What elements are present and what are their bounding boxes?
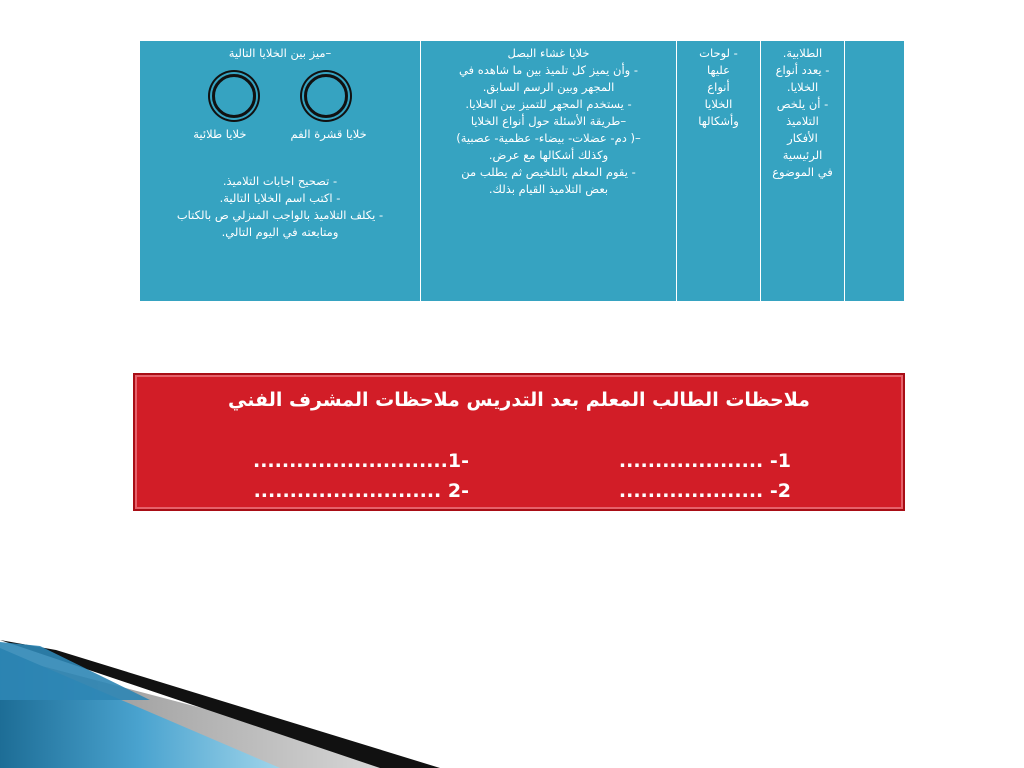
cell-circle-icon: [304, 74, 348, 118]
table-row: [140, 41, 905, 302]
evaluation-line: - اكتب اسم الخلايا التالية.: [219, 191, 341, 205]
student-note-line: -1...........................: [252, 450, 469, 472]
objective-line: التلاميذ: [786, 114, 819, 128]
materials-line: - لوحات: [699, 46, 738, 60]
cell-captions: [144, 126, 416, 143]
evaluation-heading: –ميز بين الخلايا التالية: [228, 46, 332, 60]
objective-line: الأفكار: [787, 131, 818, 145]
notes-box: [133, 373, 905, 511]
objective-line: - أن يلخص: [776, 97, 829, 111]
evaluation-line: ومتابعته في اليوم التالي.: [221, 225, 339, 239]
materials-cell: [677, 41, 761, 302]
student-note-line: -2 ..........................: [253, 480, 469, 502]
materials-line: الخلايا: [704, 97, 733, 111]
procedure-line: –طريقة الأسئلة حول أنواع الخلايا: [470, 114, 627, 128]
notes-title: ملاحظات الطالب المعلم بعد التدريس ملاحظات المشرف الفني: [228, 389, 810, 411]
objective-line: في الموضوع: [772, 165, 833, 179]
procedure-line: المجهر وبين الرسم السابق.: [482, 80, 615, 94]
cell-caption: خلايا طلائية: [193, 127, 247, 141]
procedure-line: - يستخدم المجهر للتميز بين الخلايا.: [465, 97, 632, 111]
lesson-plan-table: [139, 40, 905, 302]
objective-line: الرئيسية: [782, 148, 823, 162]
procedure-line: –( دم- عضلات- بيضاء- عظمية- عصبية): [456, 131, 641, 145]
objective-line: - يعدد أنواع: [775, 63, 830, 77]
objectives-cell: [761, 41, 845, 302]
cell-circle-icon: [212, 74, 256, 118]
objective-line: الطلابية.: [782, 46, 823, 60]
materials-line: عليها: [707, 63, 730, 77]
procedure-line: وكذلك أشكالها مع عرض.: [488, 148, 609, 162]
objective-line: الخلايا.: [786, 80, 819, 94]
procedure-line: بعض التلاميذ القيام بذلك.: [488, 182, 609, 196]
supervisor-note-line: 1- ....................: [618, 450, 791, 472]
evaluation-line: - يكلف التلاميذ بالواجب المنزلي ص بالكتاب: [176, 208, 384, 222]
cell-caption: خلايا قشرة الفم: [290, 127, 367, 141]
materials-line: أنواع: [707, 80, 730, 94]
procedure-line: - وأن يميز كل تلميذ بين ما شاهده في: [458, 63, 639, 77]
materials-line: وأشكالها: [698, 114, 739, 128]
evaluation-line: - تصحيح اجابات التلاميذ.: [222, 174, 338, 188]
empty-cell: [845, 41, 905, 302]
procedures-cell: [421, 41, 677, 302]
evaluation-cell: [140, 41, 421, 302]
procedure-line: خلايا غشاء البصل: [507, 46, 590, 60]
supervisor-note-line: 2- ....................: [618, 480, 791, 502]
procedure-line: - يقوم المعلم بالتلخيص ثم يطلب من: [461, 165, 636, 179]
cell-diagram: [144, 74, 416, 118]
